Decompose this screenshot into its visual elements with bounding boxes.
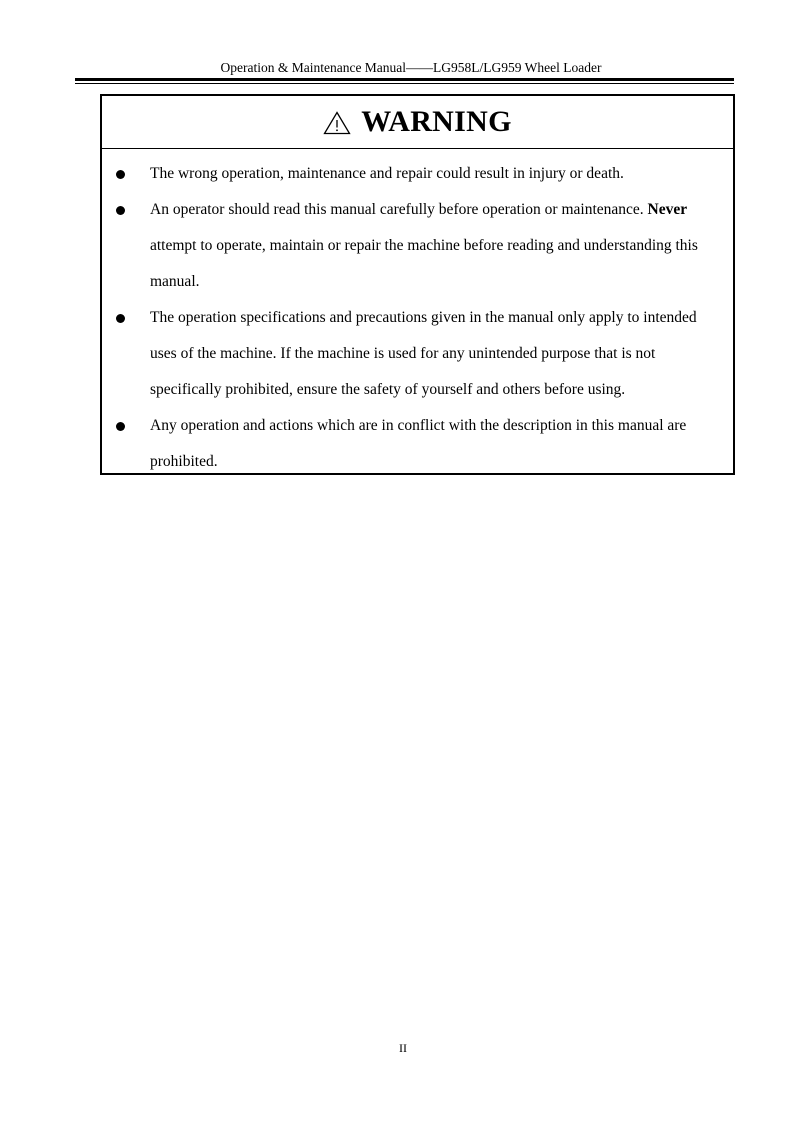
running-header: Operation & Maintenance Manual——LG958L/LG959 Wheel Loader: [220, 60, 602, 75]
bullet-text: Any operation and actions which are in conflict with the description in this manual are prohibited.: [150, 417, 687, 470]
warning-triangle-icon: [323, 111, 351, 135]
warning-box: [100, 94, 735, 475]
warning-bullet-item: [150, 300, 725, 408]
bullet-text: The operation specifications and precautions given in the manual only apply to intended uses of the machine. If the machine is used for any unintended purpose that is not specifically prohibited, ensure the safety of yourself and others before using.: [150, 309, 697, 398]
bullet-dot-icon: [116, 206, 125, 215]
warning-bullet-item: [150, 408, 725, 480]
warning-title-row: [102, 96, 733, 149]
bullet-dot-icon: [116, 170, 125, 179]
bullet-dot-icon: [116, 314, 125, 323]
header-rule-thin: [75, 83, 734, 84]
bullet-emphasis: Never: [647, 201, 688, 218]
page-number: II: [399, 1041, 407, 1055]
header-rule-thick: [75, 78, 734, 81]
bullet-text: attempt to operate, maintain or repair the machine before reading and understanding this manual.: [150, 237, 698, 290]
bullet-dot-icon: [116, 422, 125, 431]
bullet-text: The wrong operation, maintenance and repair could result in injury or death.: [150, 165, 624, 182]
warning-bullet-item: [150, 156, 725, 192]
warning-title: WARNING: [361, 105, 512, 138]
warning-bullet-item: [150, 192, 725, 300]
bullet-text: An operator should read this manual carefully before operation or maintenance.: [150, 201, 648, 218]
